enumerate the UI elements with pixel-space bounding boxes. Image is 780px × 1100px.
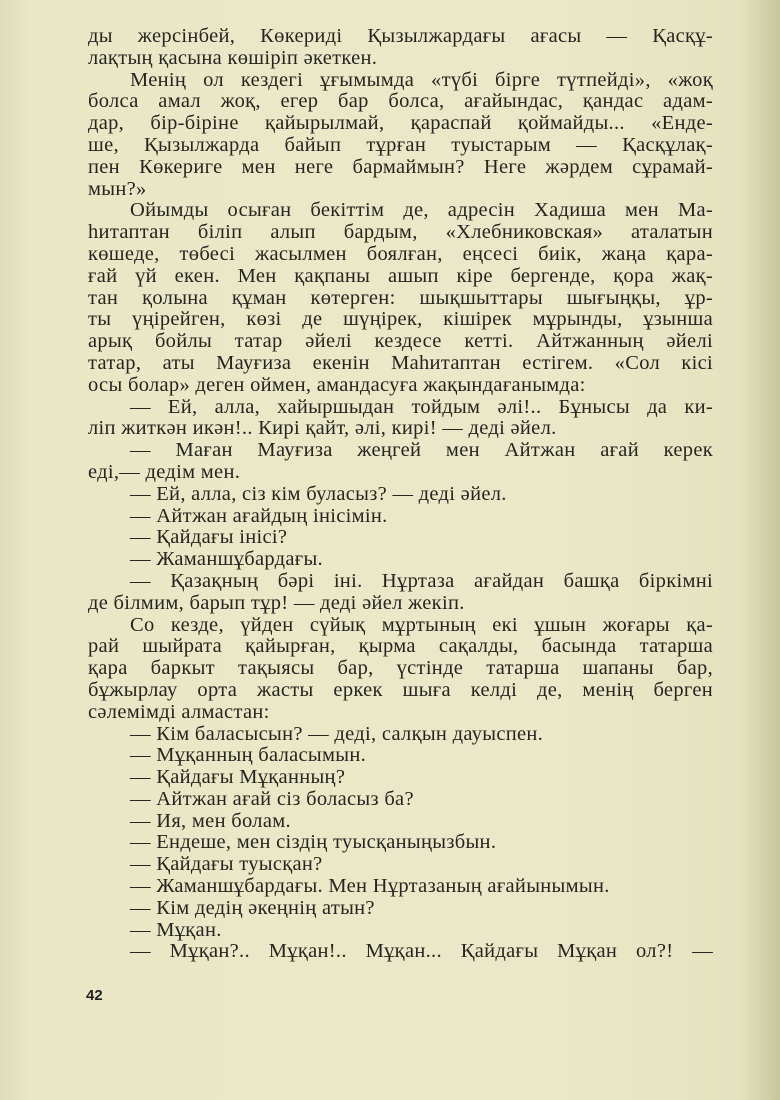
text-line: ғай үй екен. Мен қақпаны ашып кіре бергенде, қора жақ-	[88, 264, 713, 287]
text-line: — Қайдағы туысқан?	[130, 853, 323, 876]
text-line: — Ей, алла, хайыршыдан тойдым әлі!.. Бұнысы да ки-	[130, 395, 713, 418]
text-line: татар, аты Мауғиза екенін Маһитаптан естігем. «Сол кісі	[88, 351, 713, 374]
text-line: һитаптан біліп алып бардым, «Хлебниковская» аталатын	[88, 221, 713, 244]
text-line: — Қазақның бәрі іні. Нұртаза ағайдан башқа біркімні	[130, 569, 713, 592]
text-line: — Ия, мен болам.	[130, 809, 291, 832]
text-line: лақтың қасына көшіріп әкеткен.	[88, 46, 378, 69]
text-line: — Қайдағы інісі?	[130, 526, 288, 549]
text-line: мын?»	[88, 177, 147, 200]
text-line: қара баркыт тақыясы бар, үстінде татарша шапаны бар,	[88, 657, 713, 680]
text-line: — Мұқанның баласымын.	[130, 744, 367, 767]
text-line: ты үңірейген, көзі де шүңірек, кішірек мұрынды, ұзынша	[88, 308, 713, 331]
text-line: — Маған Мауғиза жеңгей мен Айтжан ағай керек	[130, 439, 713, 462]
text-line: еді,— дедім мен.	[88, 460, 241, 483]
text-line: тан қолына құман көтерген: шықшыттары шығыңқы, ұр-	[88, 286, 713, 309]
text-line: рай шыйрата қайырған, қырма сақалды, басында татарша	[88, 635, 713, 658]
text-line: — Кім баласысын? — деді, салқын дауыспен.	[130, 722, 544, 745]
text-line: — Ендеше, мен сіздің туысқаныңызбын.	[130, 831, 497, 854]
text-line: Со кезде, үйден сүйық мұртының екі ұшын жоғары қа-	[130, 613, 713, 636]
text-line: осы болар» деген оймен, амандасуға жақындағанымда:	[88, 373, 586, 396]
book-page-text	[88, 26, 713, 963]
text-line: бұжырлау орта жасты еркек шыға келді де, менің берген	[88, 678, 713, 701]
text-line: — Жаманшұбардағы.	[130, 548, 323, 571]
page-number: 42	[86, 987, 103, 1004]
text-line: ше, Қызылжарда байып тұрған туыстарым — Қасқұлақ-	[88, 133, 713, 156]
text-line: — Қайдағы Мұқанның?	[130, 766, 346, 789]
text-line: ліп житкән икән!.. Кирі қайт, әлі, кирі! — деді әйел.	[88, 417, 557, 440]
text-line: — Ей, алла, сіз кім буласыз? — деді әйел.	[130, 482, 507, 505]
text-line: пен Көкериге мен неге бармаймын? Неге жәрдем сұрамай-	[88, 155, 713, 178]
text-line: дар, бір-біріне қайырылмай, қараспай қоймайды... «Енде-	[88, 112, 713, 135]
text-line: ды жерсінбей, Көкериді Қызылжардағы ағасы — Қасқұ-	[88, 25, 713, 47]
text-line: арық бойлы татар әйелі кездесе кетті. Айтжанның әйелі	[88, 330, 713, 353]
text-line: — Кім дедің әкеңнің атын?	[130, 896, 375, 919]
text-line: көшеде, төбесі жасылмен боялған, еңсесі биік, жаңа қара-	[88, 242, 713, 265]
text-line: — Айтжан ағай сіз боласыз ба?	[130, 787, 414, 810]
text-line: — Жаманшұбардағы. Мен Нұртазаның ағайынымын.	[130, 875, 610, 898]
text-line: Ойымды осыған бекіттім де, адресін Хадиша мен Ма-	[130, 199, 713, 222]
text-line: — Айтжан ағайдың інісімін.	[130, 504, 388, 527]
text-line: — Мұқан?.. Мұқан!.. Мұқан... Қайдағы Мұқан ол?! —	[130, 940, 713, 963]
text-line: болса амал жоқ, егер бар болса, ағайындас, қандас адам-	[88, 90, 713, 113]
text-line: де білмим, барып тұр! — деді әйел жекіп.	[88, 591, 465, 614]
text-line: сәлемімді алмастан:	[88, 700, 270, 723]
text-line: Менің ол кездегі ұғымымда «түбі бірге түтпейді», «жоқ	[130, 68, 713, 91]
text-line: — Мұқан.	[130, 918, 222, 941]
